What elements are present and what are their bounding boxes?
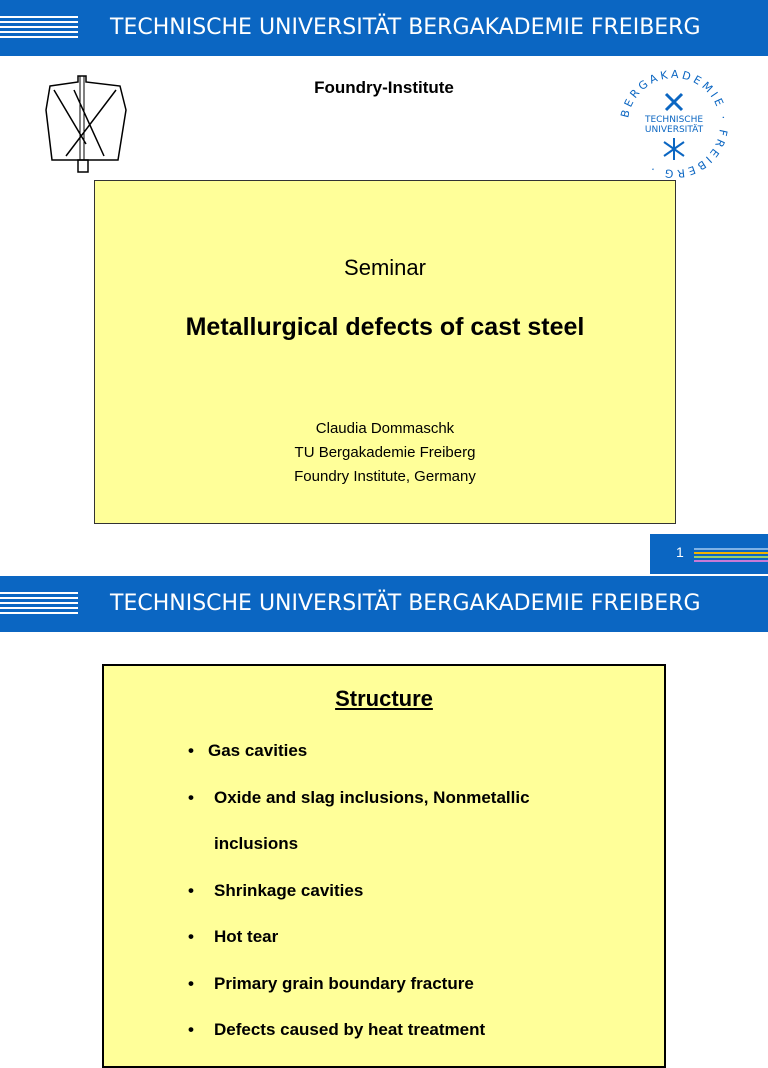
header-banner	[0, 0, 768, 56]
list-item: • Primary grain boundary fracture	[188, 973, 474, 993]
slide-1	[0, 56, 768, 574]
structure-box	[102, 664, 666, 1068]
seal-line-1: TECHNISCHE	[644, 115, 704, 125]
list-item-continuation: inclusions	[214, 834, 299, 853]
university-seal-icon	[616, 66, 732, 187]
list-item: • Hot tear	[188, 927, 279, 946]
seal-ring-text: BERGAKADEMIE · FREIBERG ·	[618, 67, 731, 181]
list-item: • Defects caused by heat treatment	[188, 1020, 486, 1039]
page-number: 1	[676, 544, 684, 560]
banner-title: TECHNISCHE UNIVERSITÄT BERGAKADEMIE FREIBERG	[110, 15, 701, 40]
author-university: TU Bergakademie Freiberg	[294, 444, 476, 461]
seal-line-2: UNIVERSITÄT	[644, 125, 704, 135]
institute-name: Foundry-Institute	[314, 78, 454, 97]
author-name: Claudia Dommaschk	[315, 420, 455, 437]
color-lines-icon	[694, 548, 768, 564]
presentation-title: Metallurgical defects of cast steel	[185, 313, 585, 341]
slide-2	[0, 632, 768, 1039]
title-box	[94, 180, 676, 524]
author-block	[95, 417, 675, 489]
stripes-icon	[0, 16, 78, 40]
list-item: • Gas cavities	[188, 741, 308, 760]
seminar-label: Seminar	[344, 255, 426, 280]
header-banner-2	[0, 576, 768, 632]
structure-heading: Structure	[335, 686, 433, 711]
structure-list	[188, 740, 530, 1066]
page-number-bar	[650, 534, 768, 574]
stripes-icon	[0, 592, 78, 616]
banner-title-2: TECHNISCHE UNIVERSITÄT BERGAKADEMIE FREIBERG	[110, 591, 701, 616]
list-item: • Oxide and slag inclusions, Nonmetallic	[188, 787, 530, 807]
author-institute: Foundry Institute, Germany	[294, 468, 476, 485]
list-item: • Shrinkage cavities	[188, 880, 364, 900]
